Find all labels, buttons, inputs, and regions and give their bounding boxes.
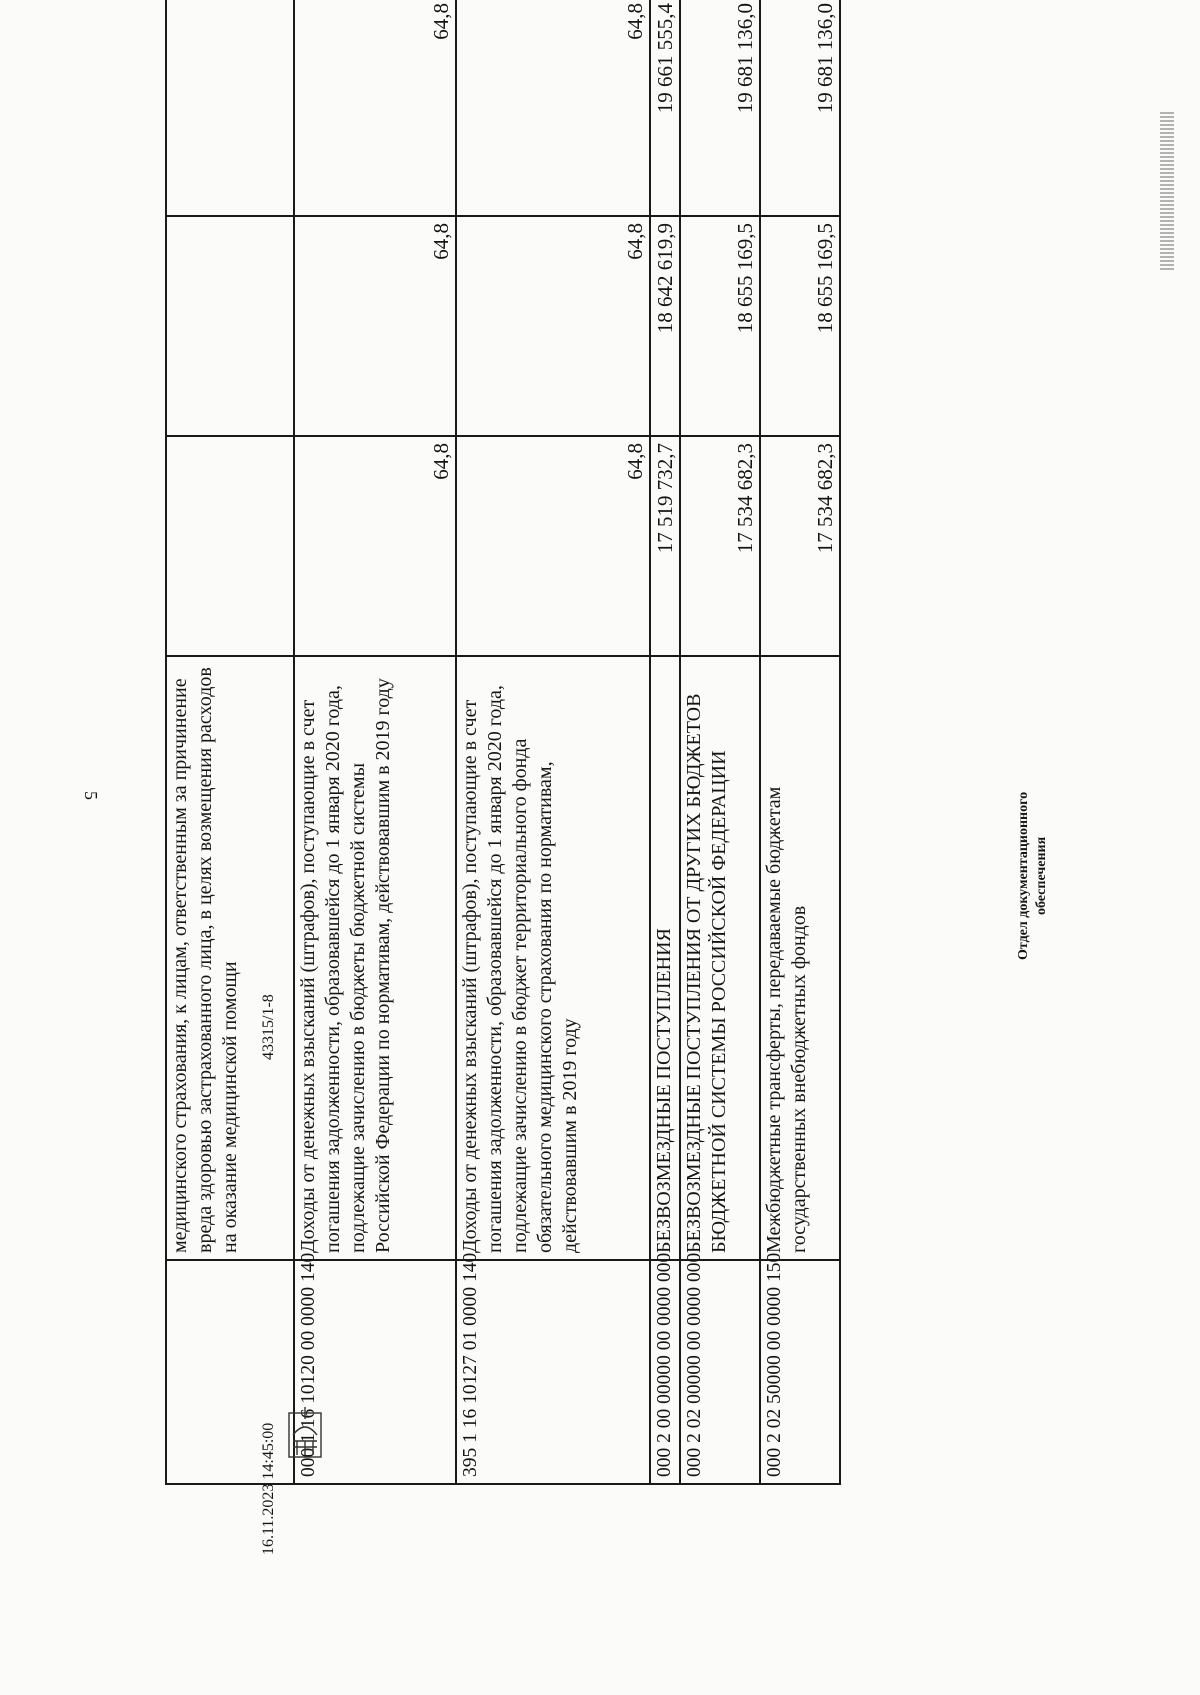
- scan-barcode-mark: [1160, 110, 1174, 270]
- value-cell-3: 64,8: [294, 0, 456, 216]
- value-cell-1: 17 519 732,7: [650, 436, 680, 656]
- value-cell-3: 19 661 555,4: [650, 0, 680, 216]
- value-cell-2: 18 655 169,5: [760, 216, 840, 436]
- table-row: [650, 0, 680, 1484]
- table-row: [166, 0, 294, 1484]
- revenue-name-cell: БЕЗВОЗМЕЗДНЫЕ ПОСТУПЛЕНИЯ: [650, 656, 680, 1260]
- budget-code-cell: 000 2 02 00000 00 0000 000: [680, 1260, 760, 1484]
- value-cell-1: 17 534 682,3: [680, 436, 760, 656]
- budget-code-cell: 000 1 16 10120 00 0000 140: [294, 1260, 456, 1484]
- value-cell-3: 64,8: [456, 0, 650, 216]
- table-row: [456, 0, 650, 1484]
- value-cell-3: 19 681 136,0: [760, 0, 840, 216]
- budget-code-cell: 000 2 00 00000 00 0000 000: [650, 1260, 680, 1484]
- value-cell-3: 19 681 136,0: [680, 0, 760, 216]
- table-row: [680, 0, 760, 1484]
- budget-code-cell: 000 2 02 50000 00 0000 150: [760, 1260, 840, 1484]
- page-number: 5: [81, 791, 101, 800]
- table-row: [760, 0, 840, 1484]
- department-line-1: Отдел документационного: [1016, 791, 1031, 960]
- revenue-name-cell: Доходы от денежных взысканий (штрафов), поступающие в счет погашения задолженности, образовавшейся до 1 января 2020 года, подлежащие зачислению в бюджеты бюджетной системы Российской Федерации по нормативам, действовавшим в 2019 году: [294, 656, 456, 1260]
- revenue-table: [165, 0, 841, 1485]
- budget-code-cell: 395 1 16 10127 01 0000 140: [456, 1260, 650, 1484]
- revenue-table-wrapper: [165, 3, 837, 1485]
- revenue-name-cell: Доходы от денежных взысканий (штрафов), поступающие в счет погашения задолженности, образовавшейся до 1 января 2020 года, подлежащие зачислению в бюджет территориального фонда обязательного медицинского страхования по нормативам, действовавшим в 2019 году: [456, 656, 650, 1260]
- value-cell-3: [166, 0, 294, 216]
- value-cell-2: 18 642 619,9: [650, 216, 680, 436]
- footer-doc-number: 43315/1-8: [260, 994, 277, 1060]
- value-cell-1: 64,8: [294, 436, 456, 656]
- duma-emblem-icon: [285, 1405, 325, 1465]
- value-cell-2: 64,8: [294, 216, 456, 436]
- value-cell-2: 18 655 169,5: [680, 216, 760, 436]
- revenue-name-cell: медицинского страхования, к лицам, ответственным за причинение вреда здоровью застрахованного лица, в целях возмещения расходов на оказание медицинской помощи: [166, 656, 294, 1260]
- value-cell-1: [166, 436, 294, 656]
- table-row: [294, 0, 456, 1484]
- footer-department: [1015, 792, 1051, 960]
- value-cell-2: 64,8: [456, 216, 650, 436]
- value-cell-1: 17 534 682,3: [760, 436, 840, 656]
- footer-datetime: 16.11.2023 14:45:00: [260, 1422, 277, 1555]
- revenue-name-cell: БЕЗВОЗМЕЗДНЫЕ ПОСТУПЛЕНИЯ ОТ ДРУГИХ БЮДЖЕТОВ БЮДЖЕТНОЙ СИСТЕМЫ РОССИЙСКОЙ ФЕДЕРАЦИИ: [680, 656, 760, 1260]
- value-cell-2: [166, 216, 294, 436]
- value-cell-1: 64,8: [456, 436, 650, 656]
- revenue-name-cell: Межбюджетные трансферты, передаваемые бюджетам государственных внебюджетных фондов: [760, 656, 840, 1260]
- department-line-2: обеспечения: [1034, 836, 1049, 916]
